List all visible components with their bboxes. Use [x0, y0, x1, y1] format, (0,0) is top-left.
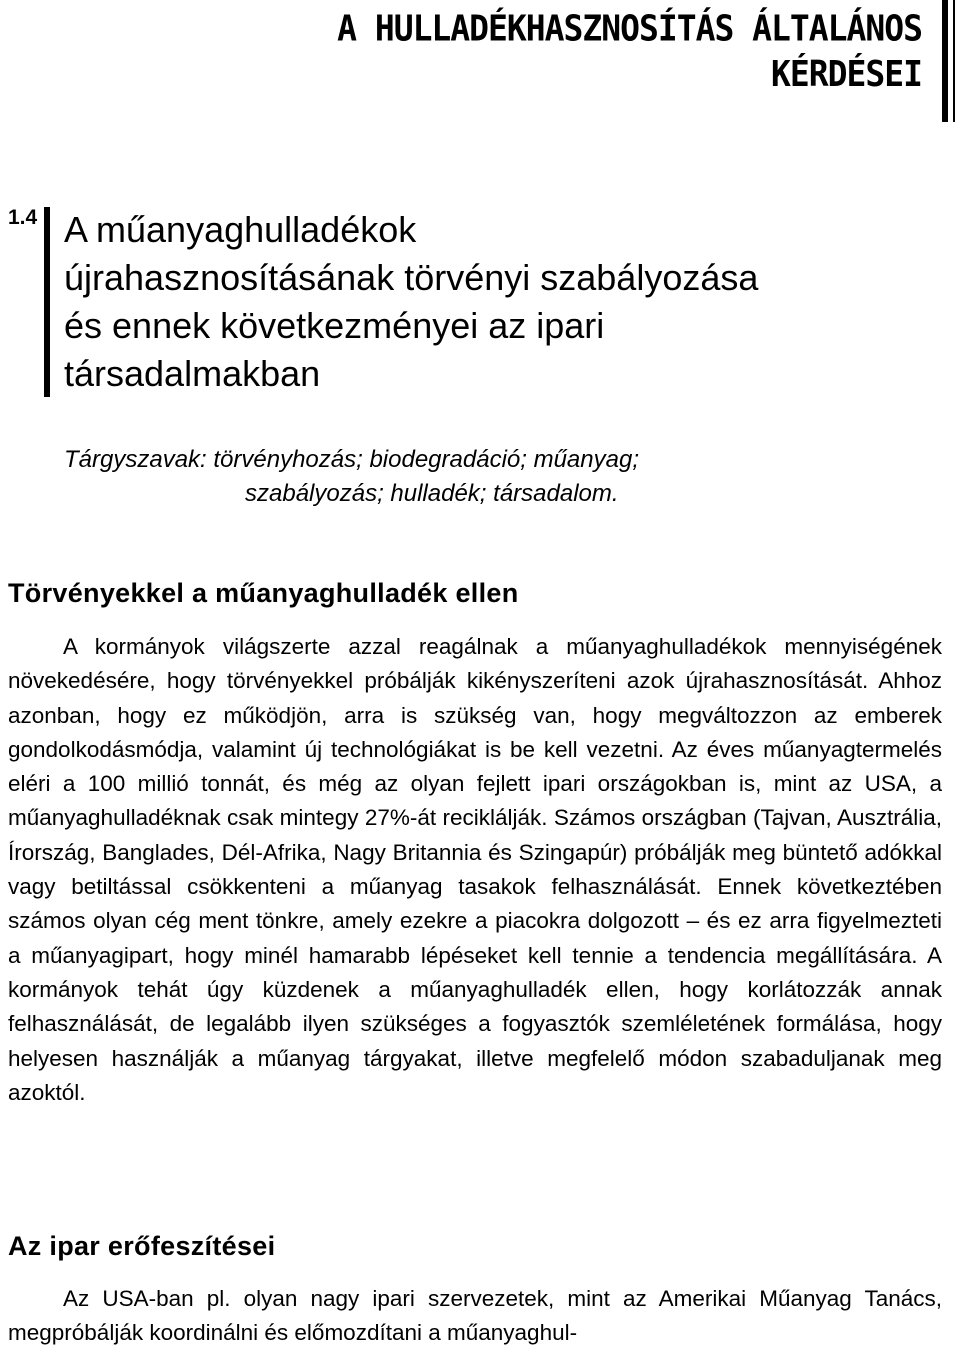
section-paragraph-laws — [8, 630, 942, 1110]
section-paragraph-laws-text: A kormányok világszerte azzal reagálnak a műanyaghulladékok mennyiségének növekedésére, hogy törvényekkel próbálják kikényszeríteni azok újrahasznosítását. Ahhoz azonban, hogy ez működjön, arra is szükség van, hogy megváltozzon az emberek gondolkodásmódja, valamint új technológiákat is be kell vezetni. Az éves műanyagtermelés eléri a 100 millió tonnát, és még az olyan fejlett ipari országokban is, mint az USA, a műanyaghulladéknak csak mintegy 27%-át reciklálják. Számos országban (Tajvan, Ausztrália, Írország, Banglades, Dél-Afrika, Nagy Britannia és Szingapúr) próbálják meg büntető adókkal vagy betiltással csökkenteni a műanyag tasakok felhasználását. Ennek következtében számos olyan cég ment tönkre, amely ezekre a piacokra dolgozott – és ez arra figyelmezteti a műanyagipart, hogy minél hamarabb lépéseket kell tennie a tendencia megállítására. A kormányok tehát úgy küzdenek a műanyaghulladék ellen, hogy korlátozzák annak felhasználását, de legalább ilyen szükséges a fogyasztók szemléletének formálása, hogy helyesen használják a műanyag tárgyakat, illetve megfelelő módon szabaduljanak meg azoktól. — [8, 634, 942, 1105]
running-header — [0, 0, 960, 122]
running-header-line-2: KÉRDÉSEI — [771, 52, 922, 95]
header-rule-thick — [942, 0, 948, 122]
chapter-title-line-4: társadalmakban — [64, 353, 321, 394]
keywords-line-2: szabályozás; hulladék; társadalom. — [245, 480, 619, 507]
chapter-title-bar — [44, 207, 50, 397]
running-header-title — [337, 6, 922, 97]
chapter-title-line-3: és ennek következményei az ipari — [64, 305, 605, 346]
chapter-number: 1.4 — [8, 206, 38, 229]
keywords-line-1: Tárgyszavak: törvényhozás; biodegradáció; műanyag; — [64, 446, 639, 473]
header-rule-thin — [953, 0, 955, 122]
chapter-title-line-1: A műanyaghulladékok — [64, 209, 417, 250]
section-paragraph-industry-text: Az USA-ban pl. olyan nagy ipari szervezetek, mint az Amerikai Műanyag Tanács, megpróbálják koordinálni és előmozdítani a műanyaghul- — [8, 1286, 942, 1346]
section-paragraph-industry — [8, 1282, 942, 1351]
running-header-line-1: A HULLADÉKHASZNOSÍTÁS ÁLTALÁNOS — [337, 7, 922, 50]
keywords — [64, 443, 639, 511]
chapter-title — [64, 206, 944, 398]
section-heading-industry: Az ipar erőfeszítései — [8, 1231, 276, 1261]
chapter-title-line-2: újrahasznosításának törvényi szabályozása — [64, 257, 759, 298]
section-heading-laws: Törvényekkel a műanyaghulladék ellen — [8, 578, 519, 608]
